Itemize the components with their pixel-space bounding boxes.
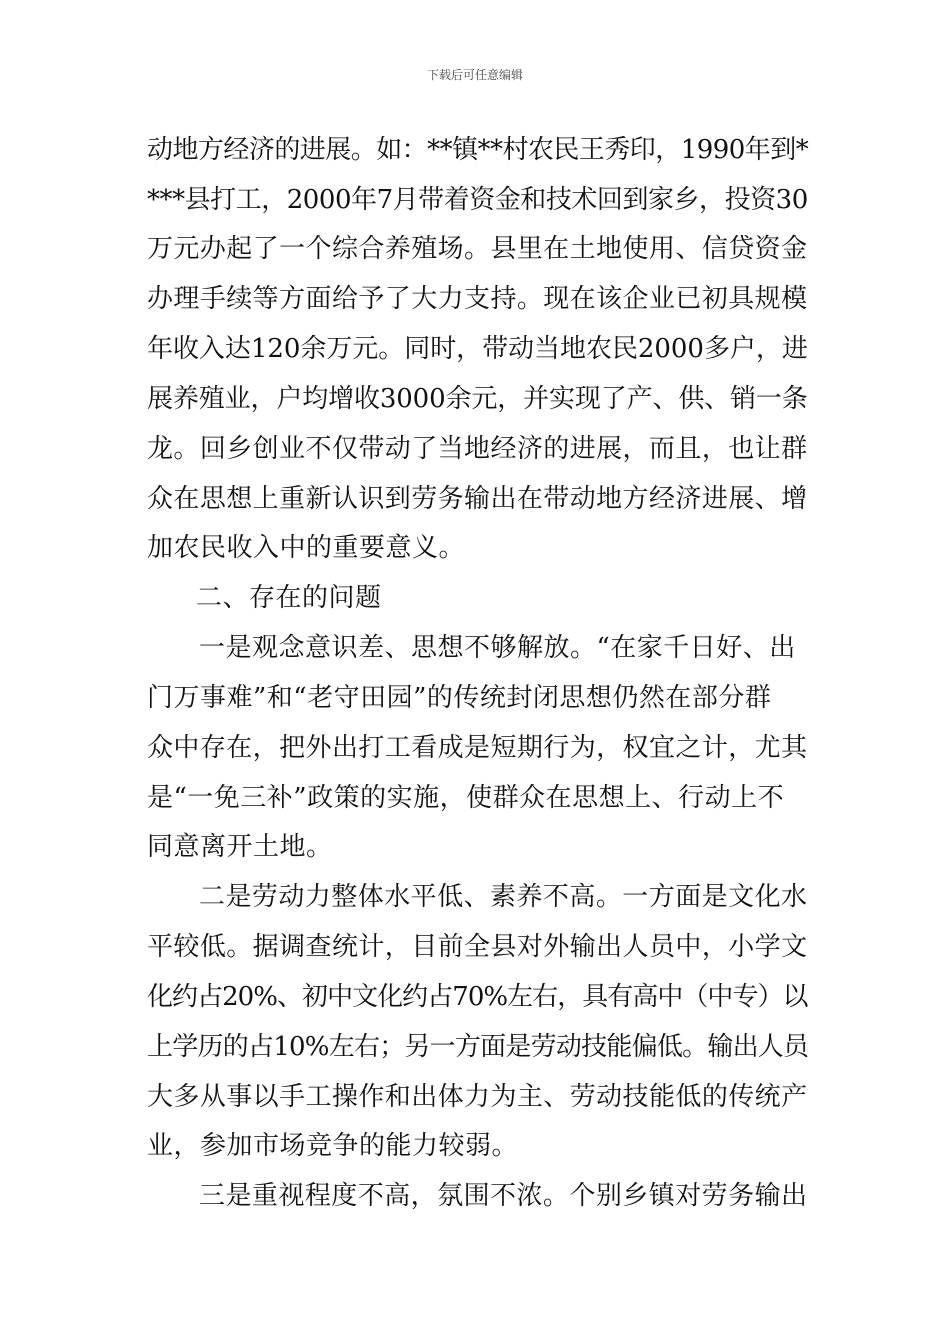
text-line: 年收入达120余万元。同时，带动当地农民2000多户，进 [147, 334, 808, 364]
text-line: 三是重视程度不高，氛围不浓。个别乡镇对劳务输出 [199, 1181, 808, 1211]
text-line: 众中存在，把外出打工看成是短期行为，权宜之计，尤其 [147, 733, 808, 763]
text-line: 是“一免三补”政策的实施，使群众在思想上、行动上不 [147, 783, 785, 813]
text-line: 办理手续等方面给予了大力支持。现在该企业已初具规模 [147, 284, 808, 314]
text-line: 龙。回乡创业不仅带动了当地经济的进展，而且，也让群 [147, 434, 808, 464]
text-line: 同意离开土地。 [147, 832, 333, 862]
text-line: ***县打工，2000年7月带着资金和技术回到家乡，投资30 [147, 185, 808, 215]
text-line: 业，参加市场竞争的能力较弱。 [147, 1131, 519, 1161]
text-line: 众在思想上重新认识到劳务输出在带动地方经济进展、增 [147, 484, 808, 514]
text-line: 平较低。据调查统计，目前全县对外输出人员中，小学文 [147, 932, 808, 962]
section-heading: 二、存在的问题 [196, 583, 382, 613]
text-line: 上学历的占10%左右；另一方面是劳动技能偏低。输出人员 [147, 1032, 809, 1062]
page-header: 下载后可任意编辑 [426, 68, 523, 82]
text-line: 化约占20%、初中文化约占70%左右，具有高中（中专）以 [147, 982, 808, 1012]
text-line: 大多从事以手工操作和出体力为主、劳动技能低的传统产 [147, 1082, 808, 1112]
text-line: 动地方经济的进展。如：**镇**村农民王秀印，1990年到* [147, 135, 809, 165]
text-line: 二是劳动力整体水平低、素养不高。一方面是文化水 [199, 882, 808, 912]
text-line: 加农民收入中的重要意义。 [147, 533, 466, 563]
text-line: 门万事难”和“老守田园”的传统封闭思想仍然在部分群 [147, 683, 772, 713]
text-line: 一是观念意识差、思想不够解放。“在家千日好、出 [199, 633, 796, 663]
text-line: 展养殖业，户均增收3000余元，并实现了产、供、销一条 [147, 384, 808, 414]
text-line: 万元办起了一个综合养殖场。县里在土地使用、信贷资金 [147, 234, 808, 264]
